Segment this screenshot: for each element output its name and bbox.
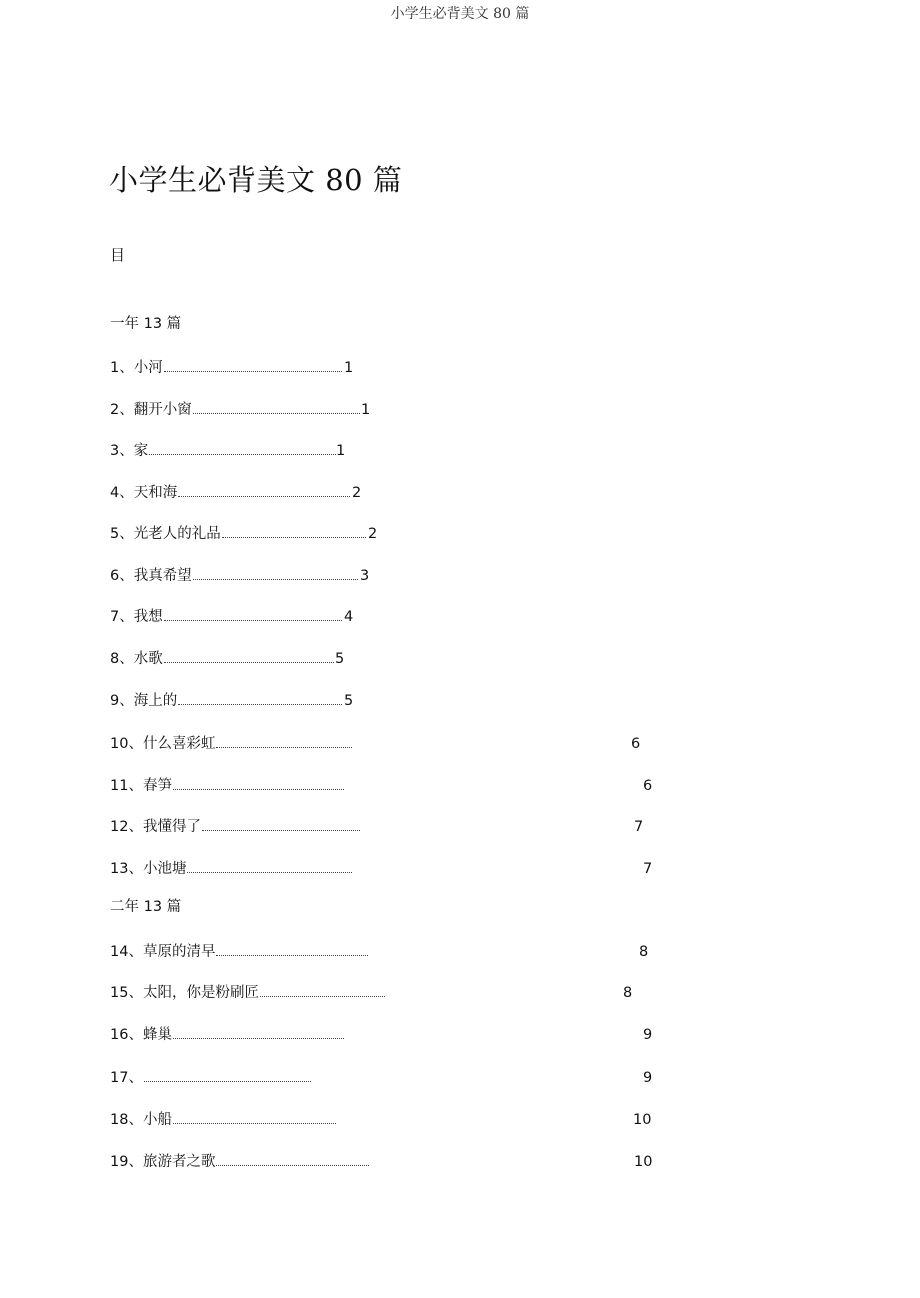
toc-entry-title: 19、旅游者之歌: [110, 1154, 216, 1170]
toc-entry-title: 15、太阳，你是粉刷匠: [110, 985, 259, 1001]
toc-entry[interactable]: [110, 734, 710, 754]
toc-entry[interactable]: [110, 942, 710, 962]
toc-entry-page-number: 2: [352, 485, 362, 501]
toc-dot-leader: [144, 1081, 311, 1082]
toc-dot-leader: [216, 1165, 369, 1166]
toc-entry-title: 13、小池塘: [110, 861, 187, 877]
toc-dot-leader: [187, 872, 352, 873]
toc-entry-page-number: 3: [360, 568, 370, 584]
toc-entry[interactable]: [110, 817, 710, 837]
toc-entry[interactable]: [110, 441, 710, 461]
toc-dot-leader: [216, 747, 352, 748]
toc-entry-title: 16、蜂巢: [110, 1027, 172, 1043]
toc-entry-title: 9、海上的: [110, 693, 178, 709]
toc-dot-leader: [216, 955, 368, 956]
toc-entry-page-number: 10: [633, 1112, 652, 1128]
toc-dot-leader: [178, 704, 342, 705]
toc-entry-title: 11、春笋: [110, 778, 172, 794]
toc-dot-leader: [173, 1123, 336, 1124]
toc-entry-title: 8、水歌: [110, 651, 163, 667]
toc-entry-page-number: 6: [631, 736, 641, 752]
toc-dot-leader: [164, 371, 342, 372]
toc-entry[interactable]: [110, 776, 710, 796]
toc-entry-title: 2、翻开小窗: [110, 402, 192, 418]
toc-entry-title: 6、我真希望: [110, 568, 192, 584]
toc-dot-leader: [193, 413, 360, 414]
toc-entry-page-number: 9: [643, 1070, 653, 1086]
toc-dot-leader: [178, 496, 350, 497]
toc-entry[interactable]: [110, 983, 710, 1003]
toc-entry[interactable]: [110, 607, 710, 627]
toc-dot-leader: [260, 996, 385, 997]
document-title: 小学生必背美文 80 篇: [109, 163, 403, 197]
toc-entry-page-number: 1: [361, 402, 371, 418]
toc-dot-leader: [173, 789, 344, 790]
toc-dot-leader: [222, 537, 366, 538]
running-header: 小学生必背美文 80 篇: [390, 6, 530, 22]
toc-dot-leader: [193, 579, 358, 580]
toc-heading: 目: [110, 246, 126, 264]
toc-entry-page-number: 9: [643, 1027, 653, 1043]
toc-section-heading: 二年 13 篇: [110, 899, 182, 915]
toc-entry-title: 12、我懂得了: [110, 819, 201, 835]
toc-entry[interactable]: [110, 400, 710, 420]
toc-entry-title: 4、天和海: [110, 485, 178, 501]
toc-dot-leader: [164, 620, 342, 621]
toc-entry-page-number: 6: [643, 778, 653, 794]
toc-entry-title: 14、草原的清早: [110, 944, 216, 960]
toc-dot-leader: [164, 662, 334, 663]
toc-entry-title: 17、: [110, 1070, 143, 1086]
toc-entry-page-number: 7: [634, 819, 644, 835]
toc-dot-leader: [149, 454, 336, 455]
toc-entry-title: 3、家: [110, 443, 149, 459]
toc-entry-title: 18、小船: [110, 1112, 172, 1128]
toc-entry-page-number: 2: [368, 526, 378, 542]
toc-entry-page-number: 8: [639, 944, 649, 960]
toc-entry[interactable]: [110, 483, 710, 503]
toc-entry[interactable]: [110, 1110, 710, 1130]
toc-entry-title: 1、小河: [110, 360, 163, 376]
toc-entry-page-number: 1: [336, 443, 346, 459]
toc-entry-page-number: 8: [623, 985, 633, 1001]
toc-dot-leader: [173, 1038, 344, 1039]
toc-entry-page-number: 5: [335, 651, 345, 667]
toc-dot-leader: [202, 830, 360, 831]
toc-entry-page-number: 7: [643, 861, 653, 877]
toc-entry[interactable]: [110, 649, 710, 669]
toc-entry[interactable]: [110, 358, 710, 378]
toc-section-heading: 一年 13 篇: [110, 316, 182, 332]
toc-entry[interactable]: [110, 1152, 710, 1172]
toc-entry-title: 5、光老人的礼品: [110, 526, 221, 542]
toc-entry[interactable]: [110, 1025, 710, 1045]
toc-entry-page-number: 4: [344, 609, 354, 625]
toc-entry-page-number: 10: [634, 1154, 653, 1170]
toc-entry-title: 10、什么喜彩虹: [110, 736, 216, 752]
toc-entry-page-number: 1: [344, 360, 354, 376]
toc-entry[interactable]: [110, 691, 710, 711]
toc-entry[interactable]: [110, 524, 710, 544]
toc-entry[interactable]: [110, 566, 710, 586]
toc-entry-page-number: 5: [344, 693, 354, 709]
toc-entry[interactable]: [110, 859, 710, 879]
toc-entry-title: 7、我想: [110, 609, 163, 625]
toc-entry[interactable]: [110, 1068, 710, 1088]
